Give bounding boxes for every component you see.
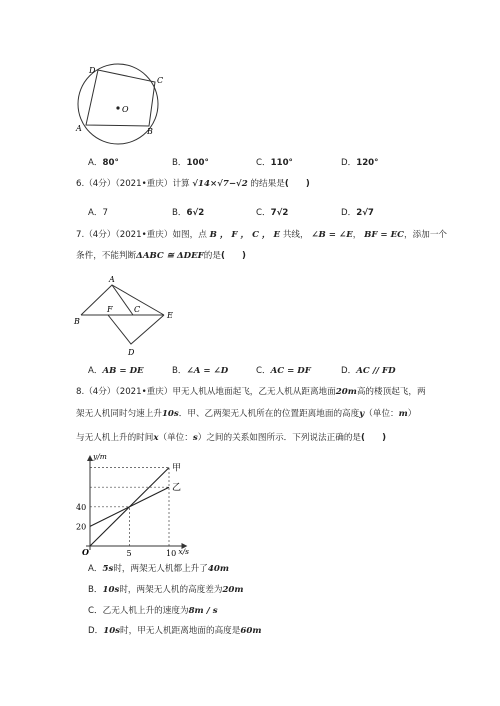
option-letter: C． bbox=[256, 158, 271, 168]
label-a: A bbox=[109, 275, 115, 284]
option-letter: D． bbox=[341, 208, 357, 218]
q5-option-c[interactable] bbox=[256, 156, 293, 168]
option-value: AB = DE bbox=[102, 366, 144, 376]
q8-line3-s: s bbox=[192, 433, 198, 443]
q7-option-a[interactable] bbox=[88, 364, 144, 376]
q7-points: B ， F ， C ， E bbox=[209, 230, 281, 240]
series-label-yi: 乙 bbox=[172, 483, 182, 494]
q6-option-b[interactable] bbox=[172, 206, 204, 218]
option-value: 7 bbox=[102, 208, 108, 218]
q5-figure bbox=[70, 60, 180, 150]
label-f: F bbox=[107, 305, 113, 314]
q7-stem-1: 7.（4分）（2021•重庆）如图，点 bbox=[76, 230, 207, 240]
q8-answer-paren: ( ) bbox=[361, 433, 387, 443]
q7-stem-2: 共线， bbox=[282, 230, 309, 240]
option-letter: B． bbox=[172, 366, 187, 376]
q6-option-d[interactable] bbox=[341, 206, 374, 218]
label-b: B bbox=[74, 317, 80, 326]
q8-option-c[interactable] bbox=[88, 604, 218, 616]
option-m1: 5s bbox=[102, 564, 114, 574]
q8-stem-line1 bbox=[76, 386, 426, 398]
q7-option-c[interactable] bbox=[256, 364, 311, 376]
q5-option-a[interactable] bbox=[88, 156, 119, 168]
q7-figure bbox=[70, 272, 190, 360]
option-value: AC // FD bbox=[356, 366, 396, 376]
q8-line1-m: 20m bbox=[335, 387, 357, 397]
q7-condition-segment: BF = EC bbox=[364, 230, 405, 240]
label-c: C bbox=[157, 76, 164, 85]
option-letter: B． bbox=[172, 208, 187, 218]
q6-answer-paren: ( ) bbox=[284, 179, 310, 189]
q8-option-b[interactable] bbox=[88, 583, 244, 595]
option-letter: A． bbox=[88, 208, 103, 218]
q7-line2-suffix: 的是 bbox=[203, 251, 221, 261]
q7-stem-line2 bbox=[76, 250, 246, 262]
q8-line1-a: 8.（4分）（2021•重庆）甲无人机从地面起飞，乙无人机从距离地面 bbox=[76, 387, 336, 397]
series-group bbox=[90, 468, 169, 546]
center-point bbox=[116, 106, 119, 109]
option-value: 6√2 bbox=[186, 208, 205, 218]
x-axis-label: x/s bbox=[178, 547, 189, 556]
segment-ac bbox=[112, 285, 133, 315]
q6-stem bbox=[76, 178, 310, 190]
q7-answer-paren: ( ) bbox=[220, 251, 246, 261]
q6-expr-minus: − bbox=[228, 179, 237, 189]
q8-chart bbox=[70, 450, 200, 558]
circumcircle bbox=[78, 64, 158, 144]
q8-option-a[interactable] bbox=[88, 562, 229, 574]
triangle-def bbox=[108, 315, 164, 344]
q7-line2-prefix: 条件，不能判断 bbox=[76, 251, 137, 261]
q6-expr-a: √14 bbox=[192, 179, 210, 189]
q8-line3-x: x bbox=[153, 433, 159, 443]
y-tick-label-40: 40 bbox=[76, 502, 87, 512]
label-d: D bbox=[89, 66, 96, 75]
label-d: D bbox=[128, 348, 135, 357]
option-letter: D． bbox=[88, 626, 104, 636]
option-letter: D． bbox=[341, 158, 357, 168]
option-text: 时，两架无人机的高度差为 bbox=[119, 585, 223, 595]
q5-option-d[interactable] bbox=[341, 156, 378, 168]
q8-stem-line3 bbox=[76, 432, 386, 444]
option-value: ∠A = ∠D bbox=[186, 366, 229, 376]
option-m2: 8m / s bbox=[188, 606, 218, 616]
q7-option-b[interactable] bbox=[172, 364, 228, 376]
label-e: E bbox=[167, 311, 173, 320]
option-value: 7√2 bbox=[270, 208, 289, 218]
label-b: B bbox=[147, 127, 153, 136]
option-m2: 40m bbox=[207, 564, 229, 574]
q6-stem-prefix: 6.（4分）（2021•重庆）计算 bbox=[76, 179, 190, 189]
q7-stem-line1: 7.（4分）（2021•重庆）如图，点 B ， F ， C ， E 共线， ∠B = ∠E， BF = EC，添加一个 bbox=[76, 230, 448, 240]
option-letter: A． bbox=[88, 366, 103, 376]
y-tick-label-20: 20 bbox=[76, 522, 87, 532]
label-c: C bbox=[134, 305, 141, 314]
option-text: 时，甲无人机距离地面的高度是 bbox=[120, 626, 241, 636]
q8-line2-b: ．甲、乙两架无人机所在的位置距离地面的高度 bbox=[178, 409, 360, 419]
option-letter: C． bbox=[256, 208, 271, 218]
q8-stem-line2 bbox=[76, 408, 416, 420]
option-m2: 20m bbox=[222, 585, 244, 595]
option-letter: B． bbox=[88, 585, 103, 595]
q8-line2-m: 10s bbox=[161, 409, 179, 419]
option-value: 80° bbox=[102, 158, 119, 168]
series-label-jia: 甲 bbox=[172, 463, 182, 474]
q8-line3-c: ）之间的关系如图所示．下列说法正确的是 bbox=[197, 433, 362, 443]
q6-expr-b: √7 bbox=[217, 179, 229, 189]
option-value: AC = DF bbox=[270, 366, 311, 376]
q8-line2-c: （单位： bbox=[364, 409, 399, 419]
option-text: 时，两架无人机都上升了 bbox=[113, 564, 208, 574]
q8-line2-y: y bbox=[359, 409, 365, 419]
q8-line1-b: 高的楼顶起飞，两 bbox=[356, 387, 426, 397]
option-letter: C． bbox=[256, 366, 271, 376]
q7-congruence: ΔABC ≅ ΔDEF bbox=[136, 251, 204, 261]
option-letter: A． bbox=[88, 158, 103, 168]
option-m1: 10s bbox=[103, 626, 121, 636]
q7-option-d[interactable] bbox=[341, 364, 396, 376]
q5-option-b[interactable] bbox=[172, 156, 209, 168]
q7-condition-angle: ∠B = ∠E bbox=[311, 230, 353, 240]
y-axis-label: y/m bbox=[93, 452, 107, 461]
q6-option-c[interactable] bbox=[256, 206, 288, 218]
q8-line2-a: 架无人机同时匀速上升 bbox=[76, 409, 162, 419]
option-value: 100° bbox=[186, 158, 209, 168]
option-value: 120° bbox=[356, 158, 379, 168]
q8-line2-unit: m bbox=[398, 409, 408, 419]
label-a: A bbox=[76, 124, 82, 133]
option-letter: A． bbox=[88, 564, 103, 574]
q7-stem-3: ，添加一个 bbox=[404, 230, 448, 240]
option-m2: 60m bbox=[240, 626, 262, 636]
q6-expr-c: √2 bbox=[236, 179, 248, 189]
q8-line2-d: ） bbox=[407, 409, 417, 419]
q8-line3-a: 与无人机上升的时间 bbox=[76, 433, 154, 443]
x-tick-label-10: 10 bbox=[166, 549, 177, 558]
option-letter: D． bbox=[341, 366, 357, 376]
option-text: 乙无人机上升的速度为 bbox=[102, 606, 189, 616]
option-letter: C． bbox=[88, 606, 103, 616]
q6-option-a[interactable] bbox=[88, 206, 108, 218]
q6-expr-times: × bbox=[210, 179, 218, 189]
quadrilateral-abcd bbox=[86, 70, 155, 126]
label-o: O bbox=[122, 105, 129, 114]
q6-stem-suffix: 的结果是 bbox=[250, 179, 285, 189]
option-letter: B． bbox=[172, 158, 187, 168]
origin-label: O bbox=[82, 547, 89, 557]
x-tick-label-5: 5 bbox=[126, 549, 132, 558]
option-value: 2√7 bbox=[356, 208, 374, 218]
option-value: 110° bbox=[270, 158, 293, 168]
option-m1: 10s bbox=[102, 585, 120, 595]
q8-line3-b: （单位： bbox=[158, 433, 193, 443]
q8-option-d[interactable] bbox=[88, 624, 261, 636]
